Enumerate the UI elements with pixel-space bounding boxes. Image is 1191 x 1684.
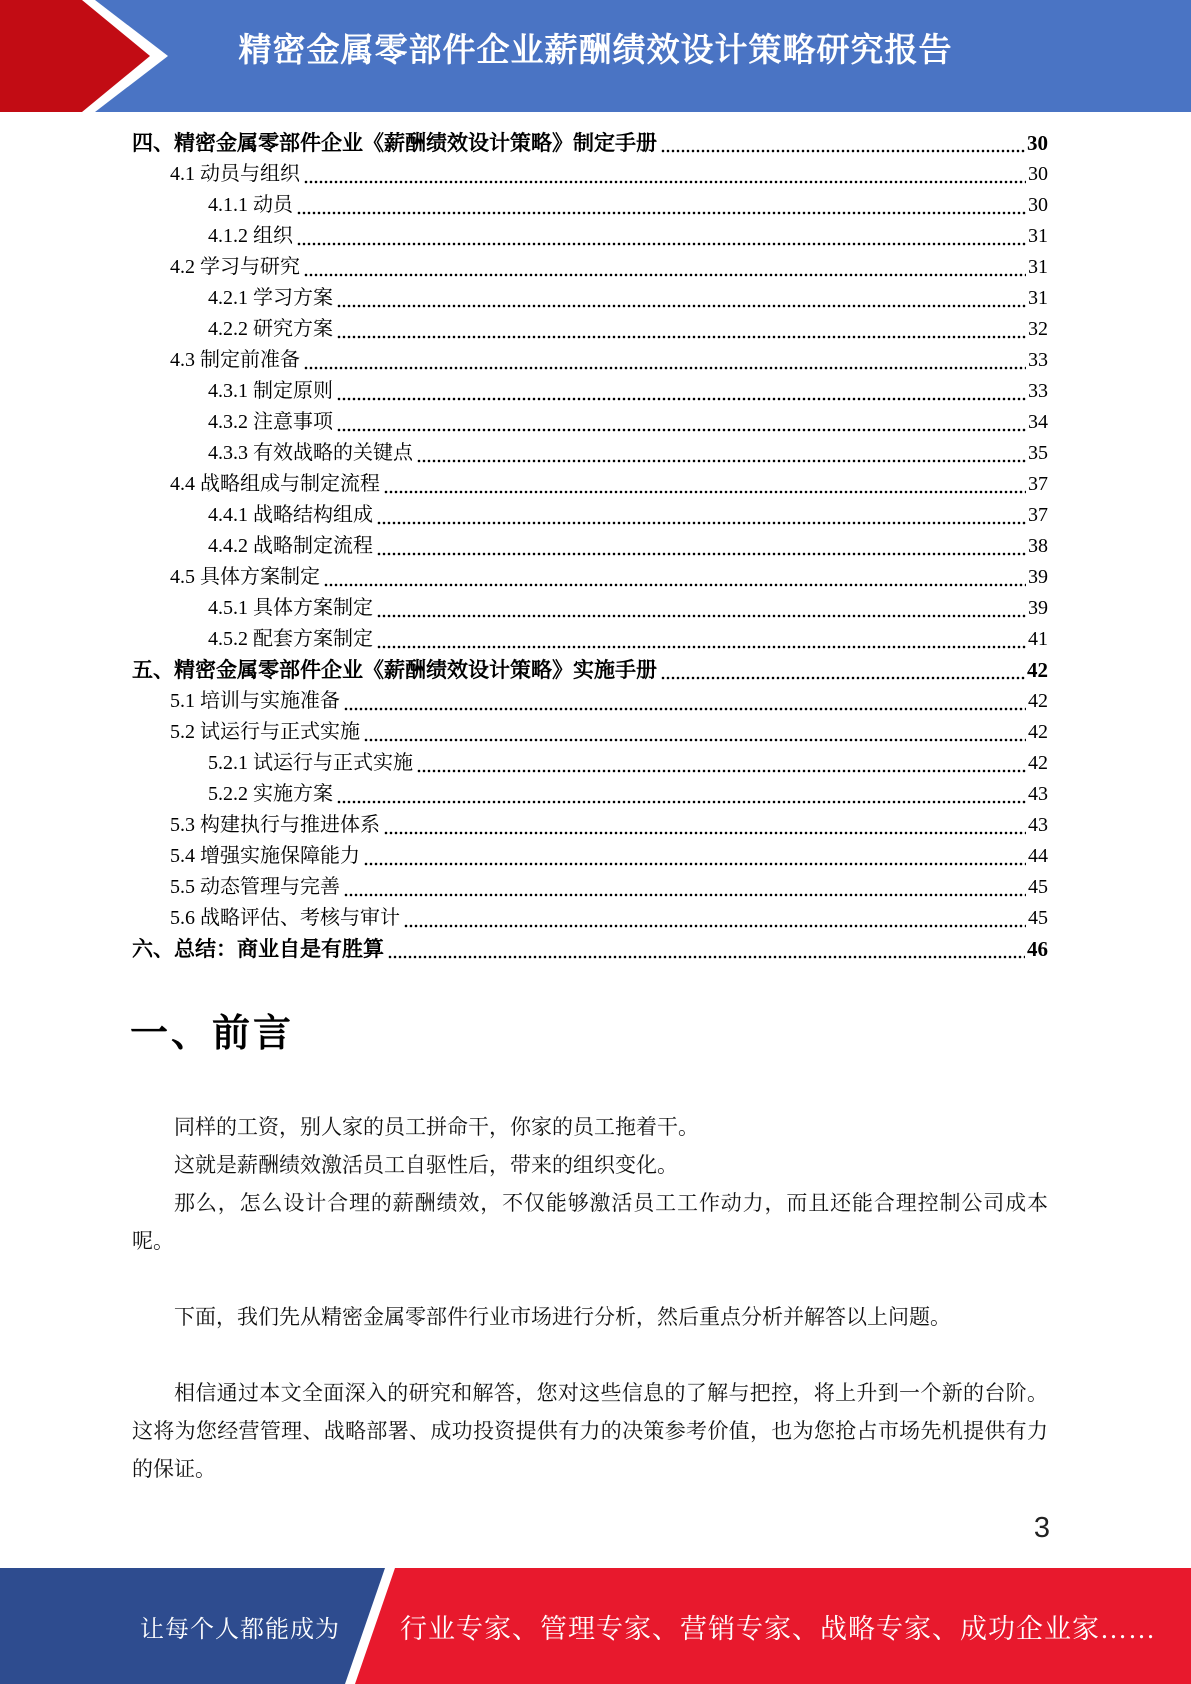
toc-dot-leader — [377, 614, 1026, 618]
toc-entry-label: 4.5.1 具体方案制定 — [208, 597, 373, 619]
toc-entry-label: 5.1 培训与实施准备 — [170, 690, 340, 712]
toc-entry[interactable] — [132, 872, 1048, 903]
toc-entry-label: 4.3.3 有效战略的关键点 — [208, 442, 413, 464]
toc-entry-label: 5.5 动态管理与完善 — [170, 876, 340, 898]
toc-entry-page: 43 — [1028, 814, 1048, 836]
toc-dot-leader — [324, 583, 1026, 587]
toc-entry[interactable] — [132, 345, 1048, 376]
toc-entry[interactable] — [132, 376, 1048, 407]
toc-entry-page: 45 — [1028, 907, 1048, 929]
toc-entry[interactable] — [132, 717, 1048, 748]
toc-entry-page: 46 — [1027, 937, 1048, 961]
toc-entry-page: 30 — [1028, 194, 1048, 216]
toc-entry-page: 32 — [1028, 318, 1048, 340]
toc-dot-leader — [297, 242, 1026, 246]
toc-entry-page: 43 — [1028, 783, 1048, 805]
toc-entry[interactable] — [132, 128, 1048, 159]
toc-entry-page: 42 — [1028, 721, 1048, 743]
toc-entry-label: 四、精密金属零部件企业《薪酬绩效设计策略》制定手册 — [132, 131, 657, 155]
footer-banner — [0, 1568, 1191, 1684]
toc-entry-label: 5.6 战略评估、考核与审计 — [170, 907, 400, 929]
toc-entry[interactable] — [132, 531, 1048, 562]
toc-entry-page: 37 — [1028, 473, 1048, 495]
toc-dot-leader — [417, 769, 1026, 773]
toc-entry-label: 五、精密金属零部件企业《薪酬绩效设计策略》实施手册 — [132, 658, 657, 682]
toc-entry-page: 35 — [1028, 442, 1048, 464]
paragraph: 相信通过本文全面深入的研究和解答，您对这些信息的了解与把控，将上升到一个新的台阶。这将为您经营管理、战略部署、成功投资提供有力的决策参考价值，也为您抢占市场先机提供有力的保证。 — [132, 1381, 1048, 1481]
toc-entry[interactable] — [132, 407, 1048, 438]
toc-dot-leader — [364, 738, 1026, 742]
toc-entry-page: 39 — [1028, 566, 1048, 588]
toc-dot-leader — [377, 552, 1026, 556]
toc-entry[interactable] — [132, 903, 1048, 934]
toc-dot-leader — [384, 831, 1026, 835]
toc-entry[interactable] — [132, 655, 1048, 686]
toc-entry-page: 31 — [1028, 225, 1048, 247]
toc-entry[interactable] — [132, 841, 1048, 872]
toc-entry-label: 六、总结：商业自是有胜算 — [132, 937, 384, 961]
toc-dot-leader — [337, 800, 1026, 804]
toc-entry[interactable] — [132, 314, 1048, 345]
toc-dot-leader — [377, 521, 1026, 525]
toc-entry-label: 4.5.2 配套方案制定 — [208, 628, 373, 650]
toc-entry[interactable] — [132, 686, 1048, 717]
footer-slogan-left: 让每个人都能成为 — [140, 1616, 340, 1643]
section-heading: 一、前言 — [130, 1013, 295, 1055]
body-text — [132, 1108, 1048, 1488]
toc-entry-page: 45 — [1028, 876, 1048, 898]
toc-entry-page: 39 — [1028, 597, 1048, 619]
toc-entry-label: 4.4 战略组成与制定流程 — [170, 473, 380, 495]
toc-entry-page: 41 — [1028, 628, 1048, 650]
toc-dot-leader — [344, 893, 1026, 897]
toc-entry[interactable] — [132, 500, 1048, 531]
toc-entry-label: 5.4 增强实施保障能力 — [170, 845, 360, 867]
toc-entry-page: 31 — [1028, 287, 1048, 309]
toc-entry-page: 34 — [1028, 411, 1048, 433]
toc-entry[interactable] — [132, 779, 1048, 810]
toc-dot-leader — [304, 366, 1026, 370]
toc-entry-page: 44 — [1028, 845, 1048, 867]
toc-entry[interactable] — [132, 283, 1048, 314]
paragraph: 这就是薪酬绩效激活员工自驱性后，带来的组织变化。 — [174, 1153, 678, 1177]
toc-dot-leader — [377, 645, 1026, 649]
toc-entry-label: 4.2 学习与研究 — [170, 256, 300, 278]
toc-entry[interactable] — [132, 159, 1048, 190]
toc-dot-leader — [364, 862, 1026, 866]
toc-dot-leader — [344, 707, 1026, 711]
toc-dot-leader — [388, 955, 1025, 959]
toc-entry[interactable] — [132, 252, 1048, 283]
toc-entry[interactable] — [132, 221, 1048, 252]
toc-entry-page: 37 — [1028, 504, 1048, 526]
toc-entry-label: 4.2.2 研究方案 — [208, 318, 333, 340]
paragraph: 那么，怎么设计合理的薪酬绩效，不仅能够激活员工工作动力，而且还能合理控制公司成本呢。 — [132, 1191, 1048, 1253]
toc-dot-leader — [661, 676, 1025, 680]
toc-entry-label: 5.3 构建执行与推进体系 — [170, 814, 380, 836]
toc-entry-label: 4.1 动员与组织 — [170, 163, 300, 185]
toc-entry[interactable] — [132, 748, 1048, 779]
toc-entry[interactable] — [132, 469, 1048, 500]
toc-entry-label: 4.5 具体方案制定 — [170, 566, 320, 588]
toc-entry[interactable] — [132, 934, 1048, 965]
toc-entry-page: 42 — [1027, 658, 1048, 682]
toc-entry-page: 42 — [1028, 752, 1048, 774]
toc-entry-label: 4.1.1 动员 — [208, 194, 293, 216]
toc-entry[interactable] — [132, 593, 1048, 624]
toc-entry[interactable] — [132, 624, 1048, 655]
toc-entry-page: 30 — [1027, 131, 1048, 155]
toc-entry-label: 4.3.2 注意事项 — [208, 411, 333, 433]
toc-entry-label: 5.2 试运行与正式实施 — [170, 721, 360, 743]
toc-dot-leader — [297, 211, 1026, 215]
toc-entry-label: 5.2.2 实施方案 — [208, 783, 333, 805]
toc-entry[interactable] — [132, 190, 1048, 221]
toc-entry[interactable] — [132, 438, 1048, 469]
toc — [132, 128, 1048, 965]
toc-entry-label: 4.3 制定前准备 — [170, 349, 300, 371]
header-banner — [0, 0, 1191, 112]
toc-entry-page: 31 — [1028, 256, 1048, 278]
footer-slogan-right: 行业专家、管理专家、营销专家、战略专家、成功企业家…… — [400, 1613, 1156, 1644]
toc-dot-leader — [337, 397, 1026, 401]
toc-dot-leader — [404, 924, 1026, 928]
toc-entry-label: 4.1.2 组织 — [208, 225, 293, 247]
toc-dot-leader — [337, 428, 1026, 432]
toc-dot-leader — [304, 180, 1026, 184]
toc-entry-page: 33 — [1028, 349, 1048, 371]
toc-entry-label: 4.2.1 学习方案 — [208, 287, 333, 309]
toc-dot-leader — [337, 335, 1026, 339]
toc-entry-page: 33 — [1028, 380, 1048, 402]
toc-entry-label: 4.4.2 战略制定流程 — [208, 535, 373, 557]
report-title: 精密金属零部件企业薪酬绩效设计策略研究报告 — [238, 30, 953, 68]
paragraph: 下面，我们先从精密金属零部件行业市场进行分析，然后重点分析并解答以上问题。 — [174, 1305, 951, 1329]
toc-entry-label: 5.2.1 试运行与正式实施 — [208, 752, 413, 774]
toc-entry-page: 38 — [1028, 535, 1048, 557]
toc-dot-leader — [337, 304, 1026, 308]
toc-entry[interactable] — [132, 810, 1048, 841]
page-number: 3 — [1033, 1512, 1051, 1544]
toc-entry-label: 4.4.1 战略结构组成 — [208, 504, 373, 526]
toc-dot-leader — [417, 459, 1026, 463]
toc-entry-page: 30 — [1028, 163, 1048, 185]
toc-entry[interactable] — [132, 562, 1048, 593]
toc-dot-leader — [304, 273, 1026, 277]
paragraph: 同样的工资，别人家的员工拼命干，你家的员工拖着干。 — [174, 1115, 699, 1139]
toc-entry-page: 42 — [1028, 690, 1048, 712]
toc-dot-leader — [384, 490, 1026, 494]
toc-dot-leader — [661, 149, 1025, 153]
toc-entry-label: 4.3.1 制定原则 — [208, 380, 333, 402]
